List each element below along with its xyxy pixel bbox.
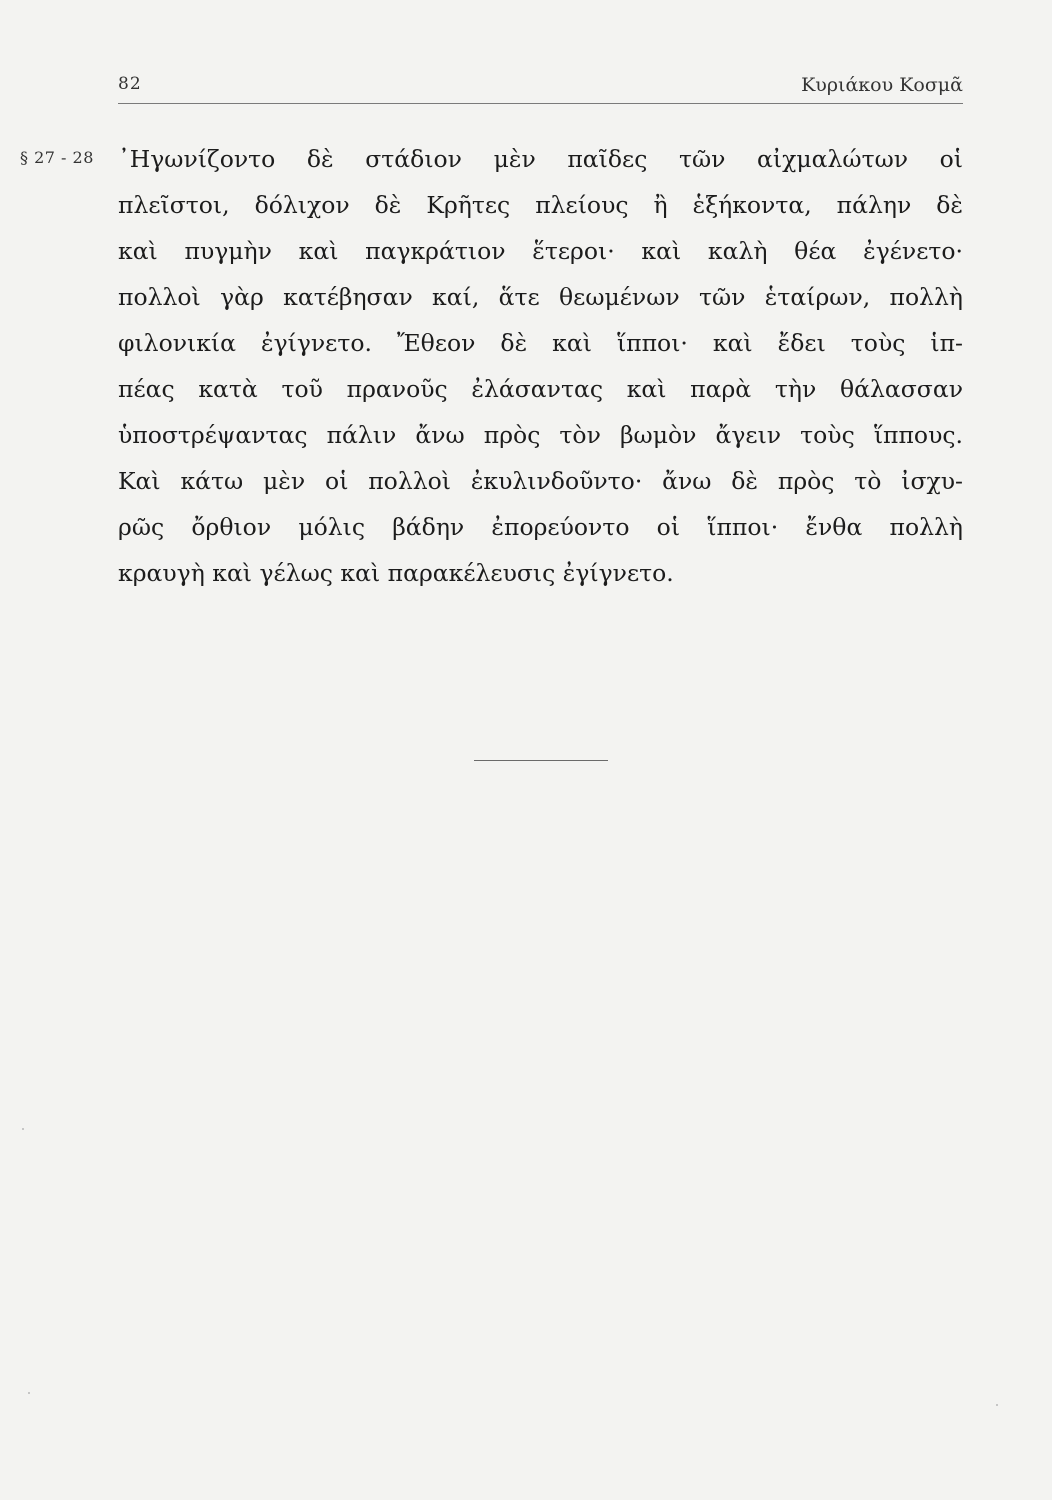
page-number: 82: [118, 74, 142, 94]
text-line: πέας κατὰ τοῦ πρανοῦς ἐλάσαντας καὶ παρὰ τὴν θάλασσαν: [118, 375, 963, 403]
text-line: ρῶς ὄρθιον μόλις βάδην ἐπορεύοντο οἱ ἵπποι· ἔνθα πολλὴ: [118, 513, 963, 541]
text-line: κραυγὴ καὶ γέλως καὶ παρακέλευσις ἐγίγνετο.: [118, 559, 674, 587]
paper-speck: [22, 1128, 24, 1130]
header-rule: [118, 103, 963, 104]
page-header: [118, 70, 963, 100]
text-line: καὶ πυγμὴν καὶ παγκράτιον ἕτεροι· καὶ καλὴ θέα ἐγένετο·: [118, 237, 963, 265]
text-line: ὑποστρέψαντας πάλιν ἄνω πρὸς τὸν βωμὸν ἄγειν τοὺς ἵππους.: [118, 421, 963, 449]
text-line: πολλοὶ γὰρ κατέβησαν καί, ἅτε θεωμένων τῶν ἑταίρων, πολλὴ: [118, 283, 963, 311]
body-text: [118, 136, 963, 596]
text-line: πλεῖστοι, δόλιχον δὲ Κρῆτες πλείους ἢ ἑξήκοντα, πάλην δὲ: [118, 191, 963, 219]
section-reference: § 27 - 28: [20, 148, 94, 167]
paper-speck: [28, 1392, 30, 1394]
running-head: Κυριάκου Κοσμᾶ: [801, 74, 963, 96]
end-rule: [474, 760, 608, 761]
paper-speck: [996, 1404, 998, 1406]
text-line: Καὶ κάτω μὲν οἱ πολλοὶ ἐκυλινδοῦντο· ἄνω δὲ πρὸς τὸ ἰσχυ-: [118, 467, 963, 495]
text-line: ᾿Ηγωνίζοντο δὲ στάδιον μὲν παῖδες τῶν αἰχμαλώτων οἱ: [118, 145, 963, 173]
text-line: φιλονικία ἐγίγνετο. Ἔθεον δὲ καὶ ἵπποι· καὶ ἔδει τοὺς ἱπ-: [118, 329, 963, 357]
